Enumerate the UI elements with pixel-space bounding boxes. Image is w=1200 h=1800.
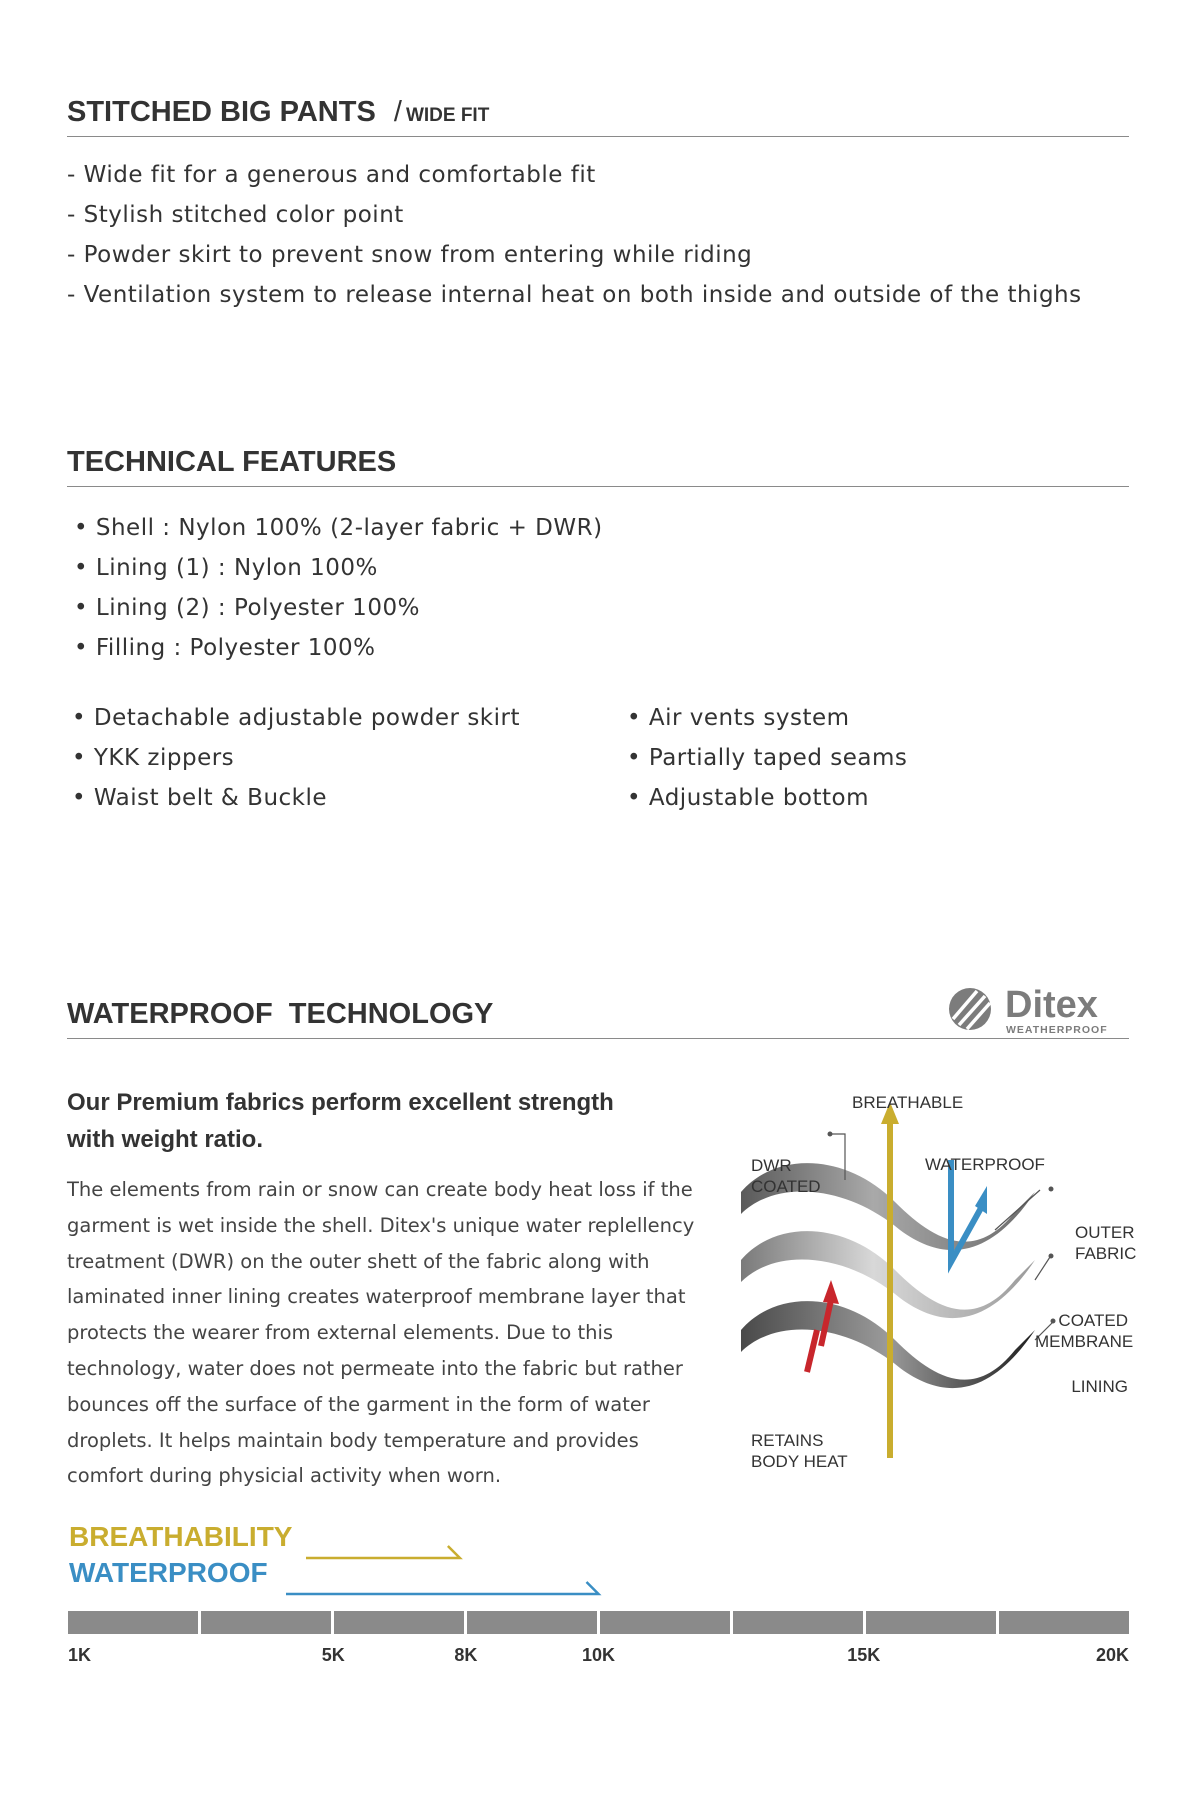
scale-segment [334,1611,464,1634]
label-breathable: BREATHABLE [852,1093,964,1112]
label-outer-fabric: OUTER FABRIC [1075,1223,1137,1263]
legend-waterproof: WATERPROOF [69,1557,268,1588]
description-line: protects the wearer from external elements. Due to this [67,1321,614,1345]
waterproof-headline [67,1084,717,1158]
label-dwr-coated: DWR COATED [751,1156,821,1196]
feature-list-left [72,698,520,818]
feature-item: • Air vents system [627,705,850,731]
breathability-rating-line [306,1546,460,1558]
scale-tick-label: 8K [454,1645,478,1665]
scale-tick-label: 15K [847,1645,881,1665]
scale-tick-label: 10K [581,1645,616,1665]
scale-segment [866,1611,996,1634]
ditex-logo [947,983,1137,1039]
description-line: laminated inner lining creates waterproof membrane layer that [67,1285,686,1309]
ditex-logo-mark-icon [949,988,991,1030]
scale-segment [733,1611,863,1634]
feature-item: • Waist belt & Buckle [72,785,328,811]
scale-segment [999,1611,1129,1634]
description-line: comfort during physicial activity when worn. [67,1464,502,1488]
label-waterproof: WATERPROOF [925,1155,1045,1174]
description-line: garment is wet inside the shell. Ditex's unique water replellency [67,1213,695,1237]
legend-breathability: BREATHABILITY [69,1521,293,1552]
product-subtitle: / WIDE FIT [393,96,490,128]
scale-tick-label: 20K [1095,1645,1129,1665]
description-line: technology, water does not permeate into the fabric but rather [67,1356,683,1380]
product-bullets [67,155,1082,315]
scale-segment [68,1611,198,1634]
product-bullet: - Powder skirt to prevent snow from entering while riding [67,242,753,268]
fabric-layers-illustration [735,1090,1135,1470]
feature-item: • YKK zippers [72,745,235,771]
product-title: STITCHED BIG PANTS [67,96,376,128]
description-line: The elements from rain or snow can create body heat loss if the [67,1178,693,1201]
product-bullet: - Wide fit for a generous and comfortable fit [67,162,596,188]
spec-item: • Filling : Polyester 100% [74,635,376,661]
product-title-bar [67,96,1129,137]
scale-tick-label: 5K [321,1645,345,1665]
waterproof-description [67,1172,727,1494]
feature-list-right [627,698,907,818]
headline-line: Our Premium fabrics perform excellent strength [67,1089,614,1116]
label-retains-body-heat: RETAINS BODY HEAT [751,1431,848,1471]
rating-indicators [0,1522,1200,1612]
feature-item: • Partially taped seams [627,745,908,771]
spec-list [74,508,603,668]
technical-features-title [67,446,1129,487]
technical-features-title-text: TECHNICAL FEATURES [67,446,397,478]
scale-segment [201,1611,331,1634]
scale-segment [467,1611,597,1634]
label-lining: LINING [1071,1377,1128,1396]
waterproof-rating-line [286,1582,599,1594]
description-line: droplets. It helps maintain body temperature and provides [67,1428,639,1452]
ditex-logo-name: Ditex [1005,984,1098,1026]
feature-item: • Detachable adjustable powder skirt [72,705,520,731]
product-bullet: - Stylish stitched color point [67,202,404,228]
spec-item: • Lining (2) : Polyester 100% [74,595,420,621]
rating-scale-bar [68,1611,1129,1634]
waterproof-technology-title-text: WATERPROOF TECHNOLOGY [67,998,494,1030]
spec-item: • Shell : Nylon 100% (2-layer fabric + DWR) [74,515,603,541]
ditex-logo-tagline: WEATHERPROOF [1006,1024,1108,1036]
description-line: treatment (DWR) on the outer shett of the fabric along with [67,1249,650,1273]
description-line: bounces off the surface of the garment in the form of water [67,1392,650,1416]
spec-item: • Lining (1) : Nylon 100% [74,555,378,581]
fabric-layer-diagram [735,1090,1135,1470]
headline-line: with weight ratio. [67,1126,263,1153]
product-bullet: - Ventilation system to release internal heat on both inside and outside of the thighs [67,282,1082,308]
scale-segment [600,1611,730,1634]
scale-tick-label: 1K [68,1645,92,1665]
feature-item: • Adjustable bottom [627,785,870,811]
label-coated-membrane: COATED MEMBRANE [1035,1311,1134,1351]
